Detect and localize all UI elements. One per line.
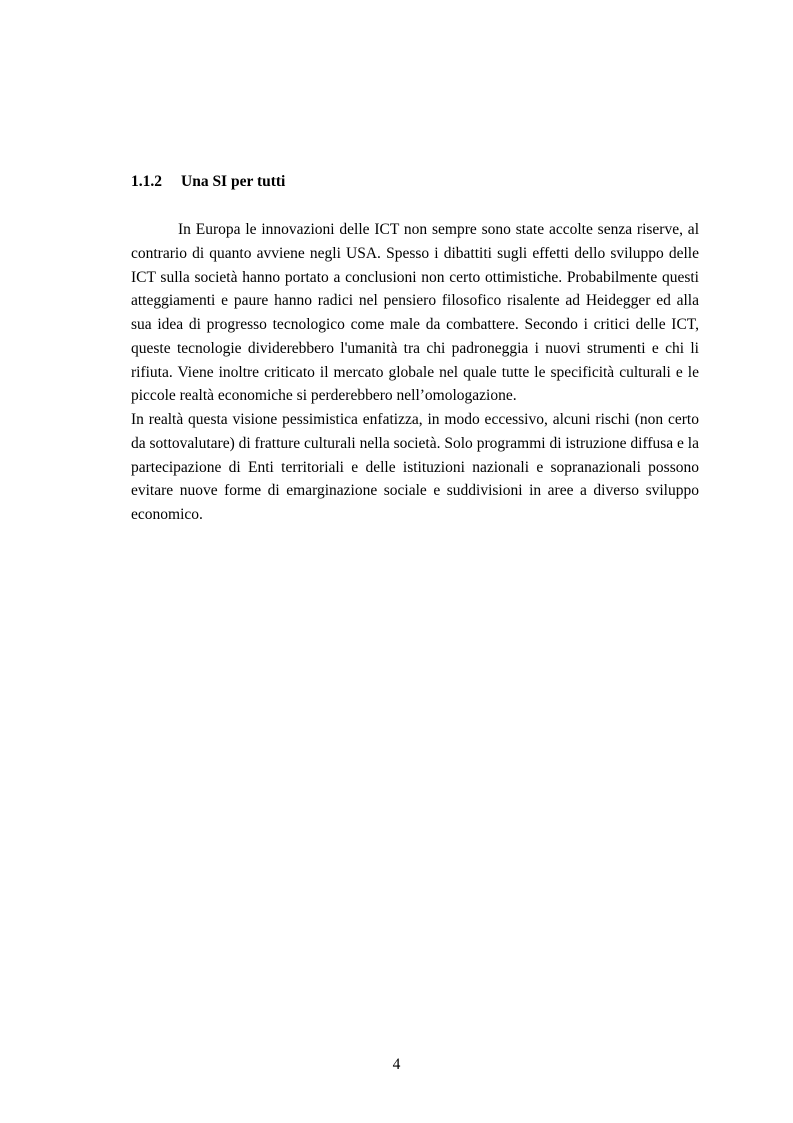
paragraph-2: In realtà questa visione pessimistica enfatizza, in modo eccessivo, alcuni rischi (non certo da sottovalutare) di fratture culturali nella società. Solo programmi di istruzione diffusa e la partecipazione di Enti territoriali e delle istituzioni nazionali e sopranazionali possono evitare nuove forme di emarginazione sociale e suddivisioni in aree a diverso sviluppo economico.	[131, 411, 699, 523]
section-number: 1.1.2	[131, 173, 162, 190]
section-title: Una SI per tutti	[181, 173, 286, 190]
paragraph-1: In Europa le innovazioni delle ICT non sempre sono state accolte senza riserve, al contrario di quanto avviene negli USA. Spesso i dibattiti sugli effetti dello sviluppo delle ICT sulla società hanno portato a conclusioni non certo ottimistiche. Probabilmente questi atteggiamenti e paure hanno radici nel pensiero filosofico risalente ad Heidegger ed alla sua idea di progresso tecnologico come male da combattere. Secondo i critici delle ICT, queste tecnologie dividerebbero l'umanità tra chi padroneggia i nuovi strumenti e chi li rifiuta. Viene inoltre criticato il mercato globale nel quale tutte le specificità culturali e le piccole realtà economiche si perderebbero nell’omologazione.	[131, 221, 699, 405]
page-number: 4	[392, 1056, 401, 1073]
body-text	[131, 218, 699, 527]
section-heading	[131, 173, 285, 191]
